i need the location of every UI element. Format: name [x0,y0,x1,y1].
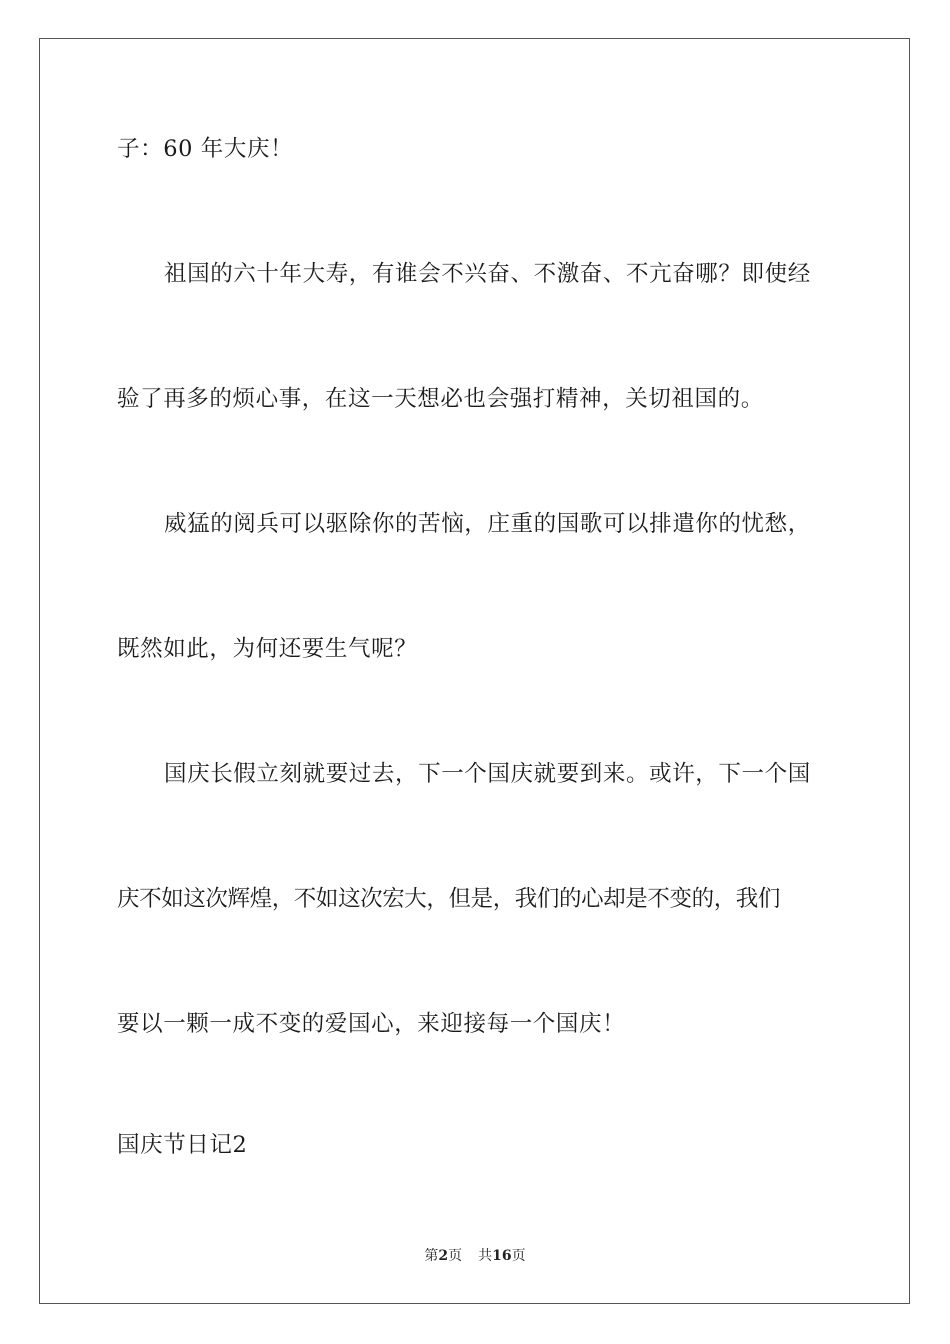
footer-page-prefix: 第 [424,1248,439,1264]
text-line-1: 子：60 年大庆！ [117,136,294,162]
footer-total-suffix: 页 [511,1248,526,1264]
text-line-2: 祖国的六十年大寿，有谁会不兴奋、不激奋、不亢奋哪？即使经 [164,261,811,287]
text-line-3: 验了再多的烦心事，在这一天想必也会强打精神，关切祖国的。 [117,386,764,412]
text-line-7: 庆不如这次辉煌，不如这次宏大，但是，我们的心却是不变的，我们 [117,886,781,912]
footer-page-number: 2 [438,1248,449,1264]
text-line-4: 威猛的阅兵可以驱除你的苦恼，庄重的国歌可以排遣你的忧愁， [164,511,811,537]
text-line-8: 要以一颗一成不变的爱国心，来迎接每一个国庆！ [117,1011,626,1037]
page-frame [39,38,910,1304]
footer-page-suffix: 页 [448,1248,463,1264]
text-line-5: 既然如此，为何还要生气呢？ [117,636,418,662]
page-footer [0,1246,950,1266]
footer-total-pages: 16 [492,1248,512,1264]
section-heading: 国庆节日记2 [117,1132,248,1158]
footer-total-prefix: 共 [478,1248,493,1264]
text-line-6: 国庆长假立刻就要过去，下一个国庆就要到来。或许，下一个国 [164,761,811,787]
